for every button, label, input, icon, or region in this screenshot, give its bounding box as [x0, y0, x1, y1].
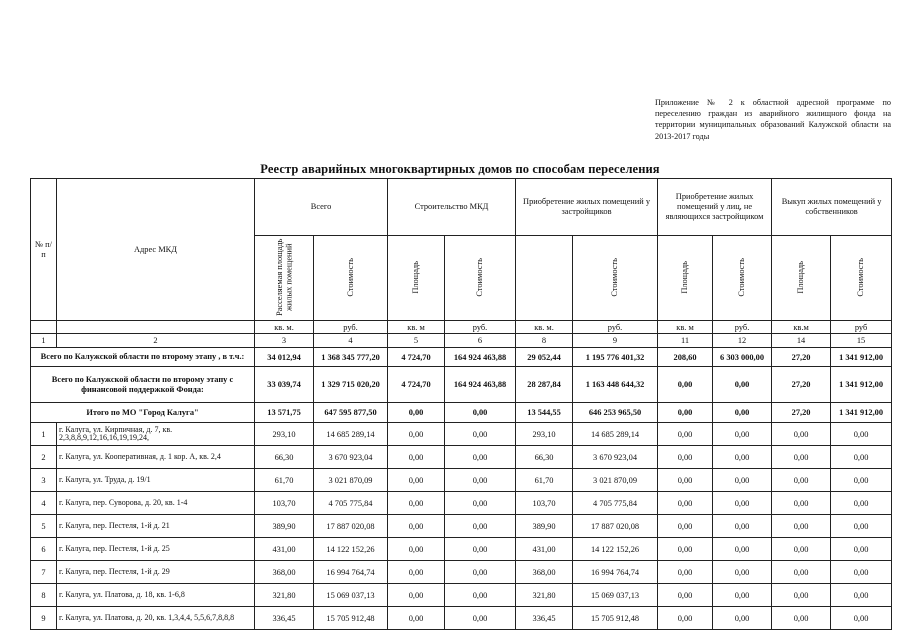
row-value-cell: 0,00 [831, 607, 892, 630]
unit-cell: кв. м. [516, 321, 573, 334]
total-value-cell: 6 303 000,00 [713, 348, 772, 367]
table-row [31, 561, 892, 584]
total-value-cell: 4 724,70 [388, 348, 445, 367]
total-value-cell: 646 253 965,50 [573, 403, 658, 423]
row-value-cell: 0,00 [713, 469, 772, 492]
col-number: 11 [658, 334, 713, 348]
total-value-cell: 1 341 912,00 [831, 348, 892, 367]
total-value-cell: 0,00 [445, 403, 516, 423]
total-value-cell: 1 341 912,00 [831, 403, 892, 423]
header-non-developer: Приобретение жилых помещений у лиц, не являющихся застройщиком [658, 179, 772, 236]
row-value-cell: 0,00 [831, 446, 892, 469]
row-value-cell: 0,00 [658, 469, 713, 492]
row-number: 8 [31, 584, 57, 607]
unit-cell: кв. м [658, 321, 713, 334]
header-non-developer-cost: Стоимость [713, 236, 772, 321]
table-row [31, 423, 892, 446]
row-number: 4 [31, 492, 57, 515]
header-build: Строительство МКД [388, 179, 516, 236]
unit-cell: руб [831, 321, 892, 334]
total-value-cell: 34 012,94 [255, 348, 314, 367]
row-value-cell: 0,00 [658, 446, 713, 469]
row-value-cell: 336,45 [516, 607, 573, 630]
row-value-cell: 0,00 [772, 446, 831, 469]
row-value-cell: 389,90 [516, 515, 573, 538]
total-row-label: Итого по МО "Город Калуга" [31, 403, 255, 423]
row-value-cell: 14 685 289,14 [573, 423, 658, 446]
row-number: 7 [31, 561, 57, 584]
row-value-cell: 3 670 923,04 [314, 446, 388, 469]
row-number: 9 [31, 607, 57, 630]
row-value-cell: 17 887 020,08 [314, 515, 388, 538]
total-value-cell: 29 052,44 [516, 348, 573, 367]
col-number: 6 [445, 334, 516, 348]
col-number: 1 [31, 334, 57, 348]
row-value-cell: 0,00 [831, 538, 892, 561]
total-value-cell: 28 287,84 [516, 367, 573, 403]
header-buyout-area: Площадь [772, 236, 831, 321]
row-value-cell: 0,00 [772, 538, 831, 561]
row-value-cell: 0,00 [388, 492, 445, 515]
row-value-cell: 0,00 [713, 423, 772, 446]
row-value-cell: 15 705 912,48 [573, 607, 658, 630]
total-row [31, 403, 892, 423]
row-value-cell: 0,00 [713, 584, 772, 607]
unit-cell: руб. [713, 321, 772, 334]
total-value-cell: 164 924 463,88 [445, 367, 516, 403]
col-number: 2 [57, 334, 255, 348]
col-number: 5 [388, 334, 445, 348]
table-row [31, 469, 892, 492]
col-number: 12 [713, 334, 772, 348]
total-row-label: Всего по Калужской области по второму этапу с финансовой поддержкой Фонда: [31, 367, 255, 403]
row-value-cell: 0,00 [831, 561, 892, 584]
row-value-cell: 0,00 [772, 492, 831, 515]
row-value-cell: 336,45 [255, 607, 314, 630]
row-value-cell: 0,00 [445, 469, 516, 492]
row-address: г. Калуга, ул. Труда, д. 19/1 [57, 469, 255, 492]
row-number: 6 [31, 538, 57, 561]
document-title: Реестр аварийных многоквартирных домов по способам переселения [260, 162, 660, 176]
row-value-cell: 15 705 912,48 [314, 607, 388, 630]
row-value-cell: 0,00 [772, 515, 831, 538]
row-value-cell: 0,00 [388, 607, 445, 630]
table-row [31, 446, 892, 469]
row-value-cell: 0,00 [658, 423, 713, 446]
column-numbers-row [31, 334, 892, 348]
row-value-cell: 3 021 870,09 [573, 469, 658, 492]
table-row [31, 584, 892, 607]
header-total: Всего [255, 179, 388, 236]
row-value-cell: 0,00 [772, 469, 831, 492]
row-value-cell: 0,00 [658, 492, 713, 515]
row-value-cell: 0,00 [772, 584, 831, 607]
row-value-cell: 0,00 [831, 423, 892, 446]
header-buyout: Выкуп жилых помещений у собственников [772, 179, 892, 236]
row-value-cell: 66,30 [255, 446, 314, 469]
total-value-cell: 27,20 [772, 367, 831, 403]
row-value-cell: 0,00 [713, 538, 772, 561]
unit-cell: руб. [314, 321, 388, 334]
total-value-cell: 4 724,70 [388, 367, 445, 403]
row-address: г. Калуга, пер. Суворова, д. 20, кв. 1-4 [57, 492, 255, 515]
row-value-cell: 0,00 [388, 515, 445, 538]
row-value-cell: 0,00 [388, 423, 445, 446]
row-value-cell: 0,00 [445, 492, 516, 515]
row-value-cell: 61,70 [255, 469, 314, 492]
row-value-cell: 0,00 [658, 561, 713, 584]
col-number: 15 [831, 334, 892, 348]
row-value-cell: 0,00 [445, 423, 516, 446]
table-row [31, 538, 892, 561]
units-row [31, 321, 892, 334]
header-total-area: Расселяемая площадь жилых помещений [255, 236, 314, 321]
row-value-cell: 0,00 [713, 607, 772, 630]
row-value-cell: 0,00 [445, 584, 516, 607]
header-total-cost: Стоимость [314, 236, 388, 321]
row-value-cell: 321,80 [255, 584, 314, 607]
total-value-cell: 0,00 [658, 403, 713, 423]
unit-cell: руб. [573, 321, 658, 334]
total-value-cell: 33 039,74 [255, 367, 314, 403]
row-address: г. Калуга, пер. Пестеля, 1-й д. 29 [57, 561, 255, 584]
header-num: № п/п [31, 179, 57, 321]
row-value-cell: 16 994 764,74 [314, 561, 388, 584]
row-value-cell: 0,00 [831, 469, 892, 492]
col-number: 9 [573, 334, 658, 348]
total-value-cell: 1 195 776 401,32 [573, 348, 658, 367]
total-value-cell: 1 329 715 020,20 [314, 367, 388, 403]
table-row [31, 492, 892, 515]
row-value-cell: 0,00 [713, 446, 772, 469]
total-value-cell: 0,00 [388, 403, 445, 423]
total-row [31, 367, 892, 403]
total-value-cell: 0,00 [713, 367, 772, 403]
row-value-cell: 0,00 [772, 561, 831, 584]
row-value-cell: 0,00 [445, 446, 516, 469]
row-value-cell: 368,00 [516, 561, 573, 584]
row-value-cell: 61,70 [516, 469, 573, 492]
total-value-cell: 13 571,75 [255, 403, 314, 423]
row-value-cell: 66,30 [516, 446, 573, 469]
row-number: 1 [31, 423, 57, 446]
row-value-cell: 3 021 870,09 [314, 469, 388, 492]
row-value-cell: 0,00 [388, 561, 445, 584]
row-address: г. Калуга, ул. Кирпичная, д. 7, кв. 2,3,8,8,9,12,16,16,19,19,24, [57, 423, 255, 446]
header-non-developer-area: Площадь [658, 236, 713, 321]
row-value-cell: 368,00 [255, 561, 314, 584]
col-number: 4 [314, 334, 388, 348]
unit-cell: кв. м. [255, 321, 314, 334]
total-row [31, 348, 892, 367]
total-value-cell: 13 544,55 [516, 403, 573, 423]
row-value-cell: 0,00 [772, 607, 831, 630]
row-value-cell: 0,00 [445, 515, 516, 538]
row-value-cell: 3 670 923,04 [573, 446, 658, 469]
row-value-cell: 0,00 [713, 561, 772, 584]
header-build-cost: Стоимость [445, 236, 516, 321]
col-number: 3 [255, 334, 314, 348]
row-value-cell: 17 887 020,08 [573, 515, 658, 538]
total-value-cell: 1 341 912,00 [831, 367, 892, 403]
total-value-cell: 0,00 [658, 367, 713, 403]
row-value-cell: 0,00 [831, 492, 892, 515]
row-address: г. Калуга, ул. Кооперативная, д. 1 кор. А, кв. 2,4 [57, 446, 255, 469]
row-value-cell: 389,90 [255, 515, 314, 538]
total-value-cell: 27,20 [772, 348, 831, 367]
row-value-cell: 293,10 [255, 423, 314, 446]
col-number: 14 [772, 334, 831, 348]
table-row [31, 515, 892, 538]
header-buyout-cost: Стоимость [831, 236, 892, 321]
row-value-cell: 14 122 152,26 [314, 538, 388, 561]
row-value-cell: 0,00 [658, 584, 713, 607]
total-value-cell: 208,60 [658, 348, 713, 367]
header-developer: Приобретение жилых помещений у застройщиков [516, 179, 658, 236]
total-value-cell: 1 368 345 777,20 [314, 348, 388, 367]
row-value-cell: 4 705 775,84 [573, 492, 658, 515]
row-value-cell: 0,00 [831, 515, 892, 538]
row-number: 2 [31, 446, 57, 469]
total-value-cell: 1 163 448 644,32 [573, 367, 658, 403]
row-number: 5 [31, 515, 57, 538]
header-address: Адрес МКД [57, 179, 255, 321]
row-value-cell: 293,10 [516, 423, 573, 446]
row-value-cell: 0,00 [658, 515, 713, 538]
row-value-cell: 0,00 [445, 607, 516, 630]
row-value-cell: 0,00 [658, 538, 713, 561]
row-value-cell: 16 994 764,74 [573, 561, 658, 584]
total-value-cell: 27,20 [772, 403, 831, 423]
row-value-cell: 431,00 [255, 538, 314, 561]
row-address: г. Калуга, пер. Пестеля, 1-й д. 25 [57, 538, 255, 561]
row-value-cell: 0,00 [658, 607, 713, 630]
header-developer-cost: Стоимость [573, 236, 658, 321]
row-value-cell: 0,00 [772, 423, 831, 446]
header-developer-area [516, 236, 573, 321]
row-number: 3 [31, 469, 57, 492]
header-build-area: Площадь [388, 236, 445, 321]
row-value-cell: 0,00 [388, 446, 445, 469]
row-value-cell: 431,00 [516, 538, 573, 561]
row-address: г. Калуга, ул. Платова, д. 18, кв. 1-6,8 [57, 584, 255, 607]
row-value-cell: 0,00 [388, 469, 445, 492]
total-value-cell: 647 595 877,50 [314, 403, 388, 423]
unit-cell: кв. м [388, 321, 445, 334]
row-value-cell: 0,00 [831, 584, 892, 607]
total-value-cell: 164 924 463,88 [445, 348, 516, 367]
row-address: г. Калуга, ул. Платова, д. 20, кв. 1,3,4,4, 5,5,6,7,8,8,8 [57, 607, 255, 630]
row-value-cell: 0,00 [713, 515, 772, 538]
row-value-cell: 14 122 152,26 [573, 538, 658, 561]
appendix-note: Приложение № 2 к областной адресной программе по переселению граждан из аварийного жилищного фонда на территории муниципальных образований Калужской области на 2013-2017 годы [655, 98, 891, 141]
row-value-cell: 103,70 [255, 492, 314, 515]
col-number: 8 [516, 334, 573, 348]
row-value-cell: 14 685 289,14 [314, 423, 388, 446]
row-value-cell: 15 069 037,13 [314, 584, 388, 607]
row-value-cell: 0,00 [713, 492, 772, 515]
row-value-cell: 0,00 [388, 584, 445, 607]
unit-cell: кв.м [772, 321, 831, 334]
row-value-cell: 0,00 [445, 561, 516, 584]
row-value-cell: 4 705 775,84 [314, 492, 388, 515]
row-address: г. Калуга, пер. Пестеля, 1-й д. 21 [57, 515, 255, 538]
row-value-cell: 321,80 [516, 584, 573, 607]
total-value-cell: 0,00 [713, 403, 772, 423]
registry-table [30, 178, 892, 630]
row-value-cell: 0,00 [445, 538, 516, 561]
total-row-label: Всего по Калужской области по второму этапу , в т.ч.: [31, 348, 255, 367]
row-value-cell: 15 069 037,13 [573, 584, 658, 607]
row-value-cell: 103,70 [516, 492, 573, 515]
unit-cell: руб. [445, 321, 516, 334]
table-row [31, 607, 892, 630]
row-value-cell: 0,00 [388, 538, 445, 561]
